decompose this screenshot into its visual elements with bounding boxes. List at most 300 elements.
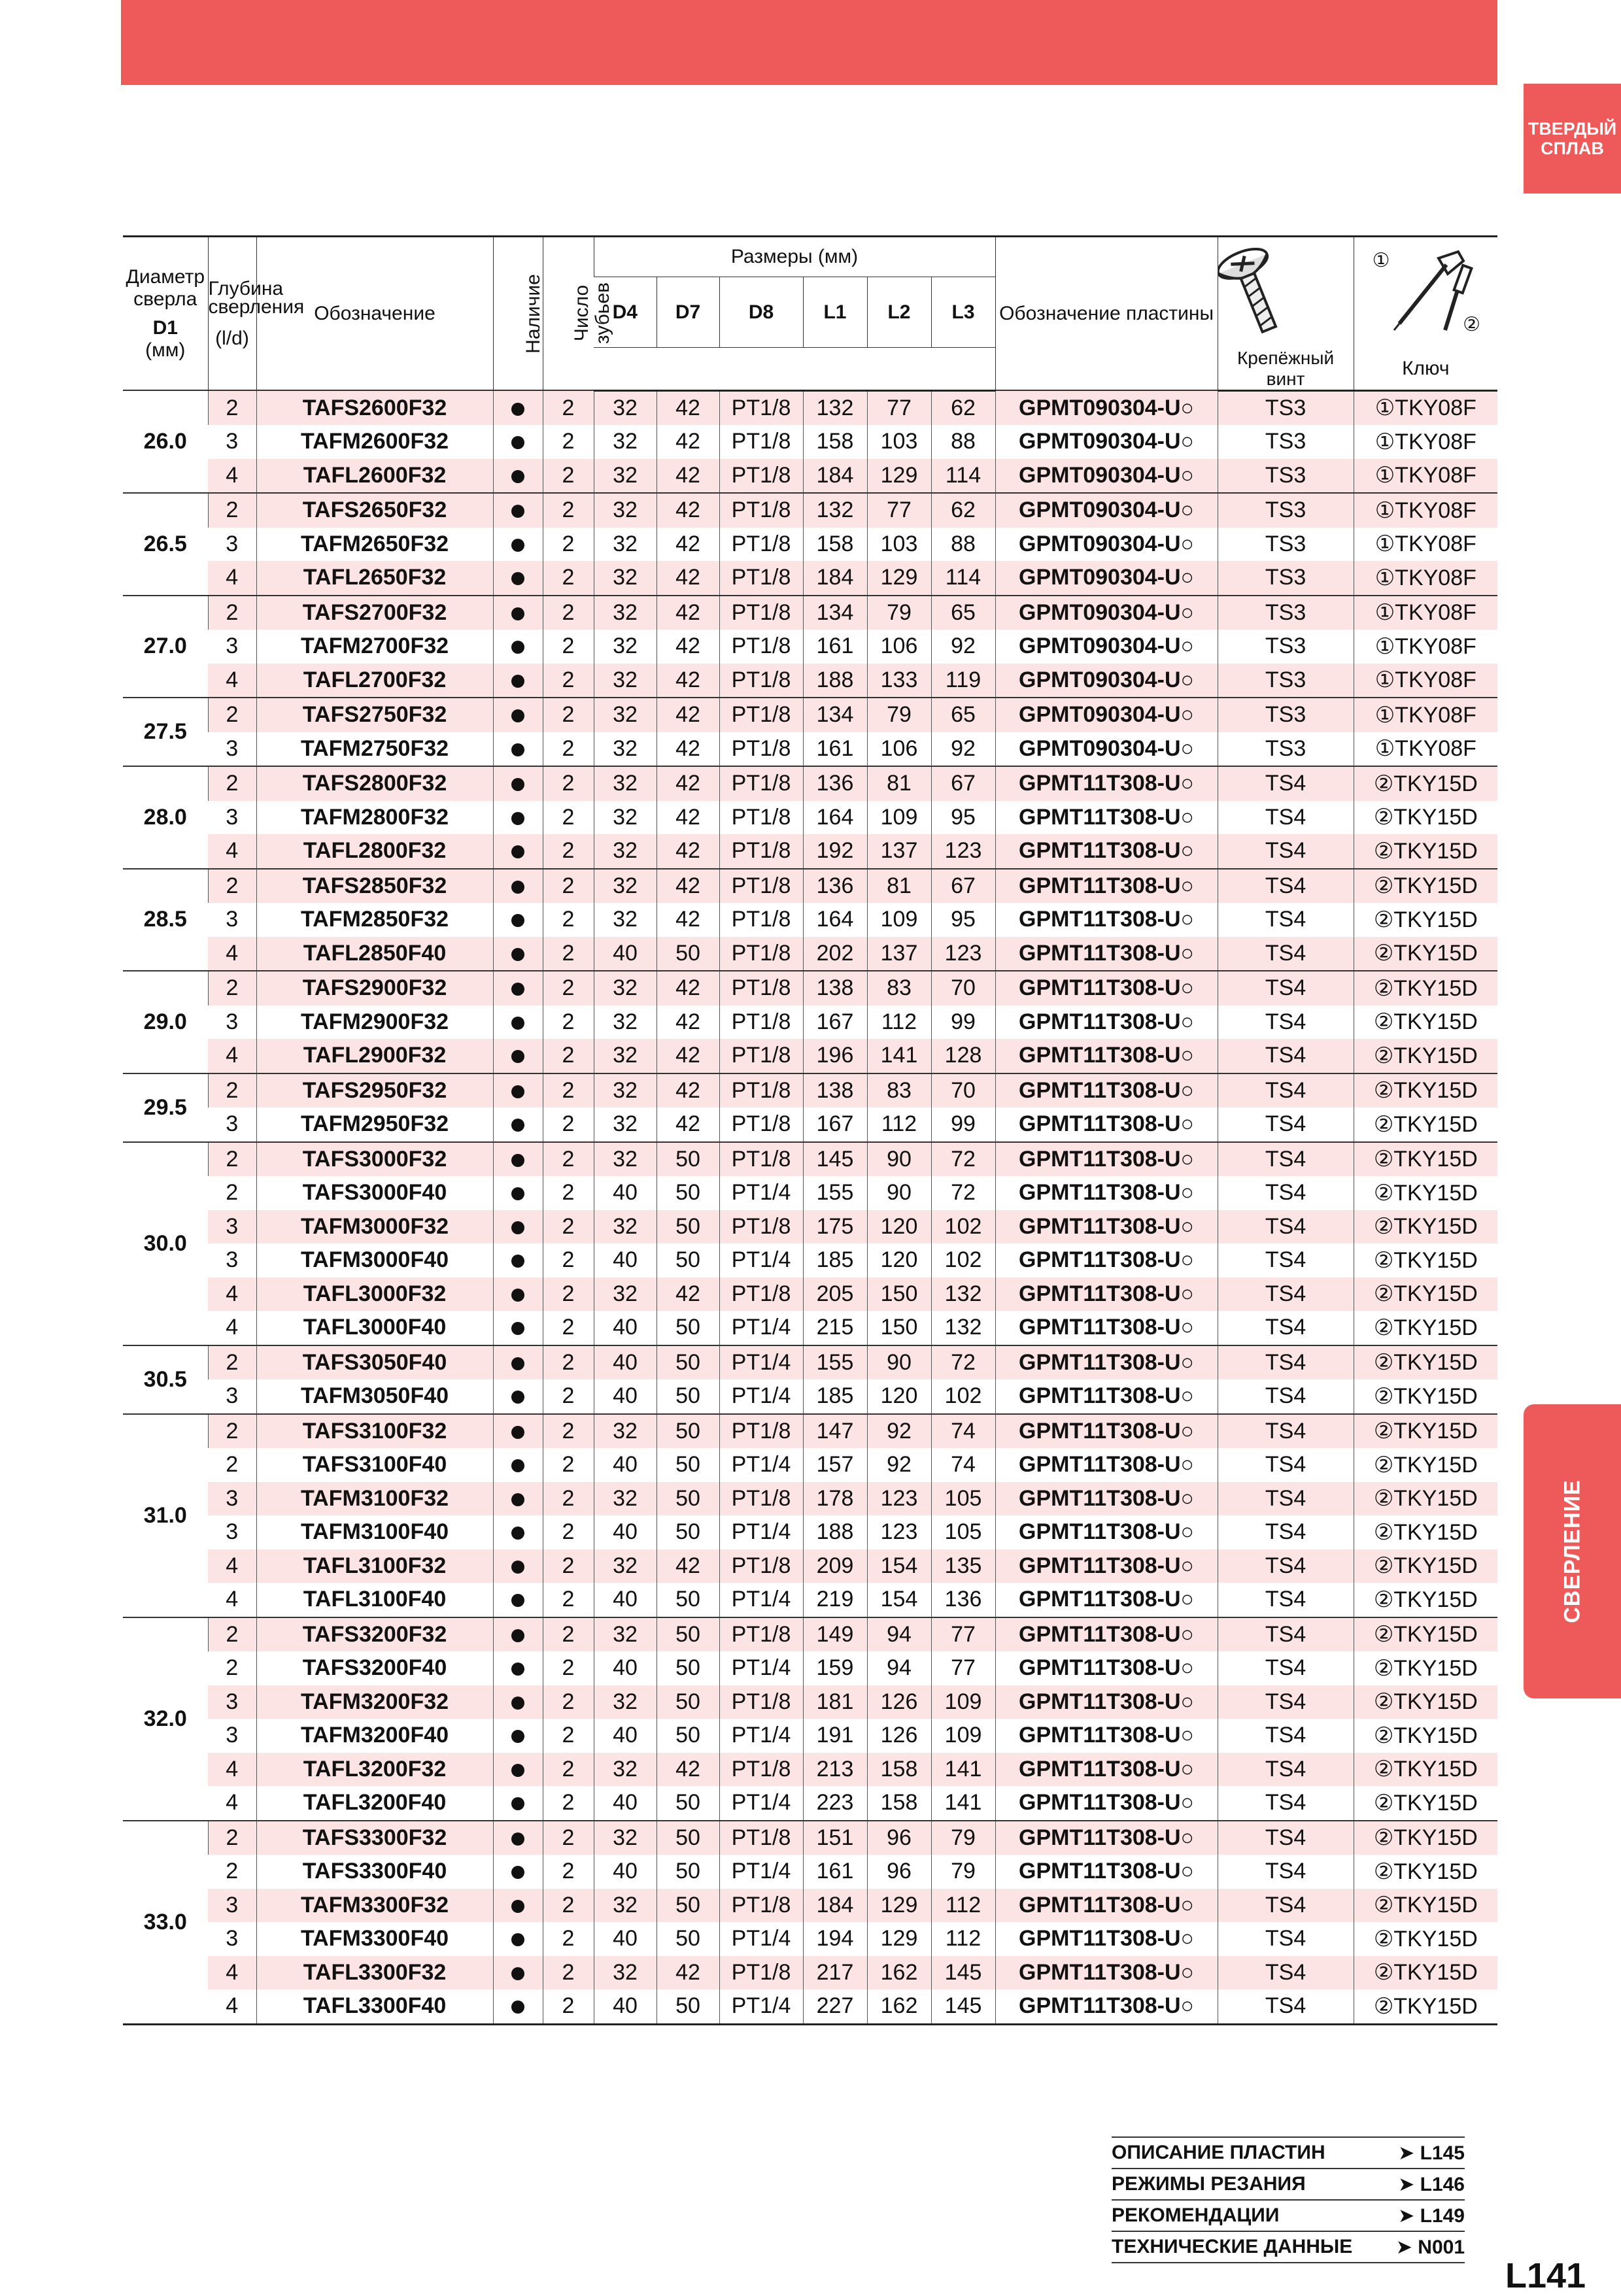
cell-num: 42 [657, 1549, 719, 1583]
cell-key: ②TKY15D [1354, 766, 1497, 801]
cell-thread: PT1/4 [719, 1855, 803, 1889]
cell-num: 50 [657, 1855, 719, 1889]
cell-depth: 4 [208, 1277, 256, 1311]
section-tab-drilling[interactable] [1524, 1404, 1621, 1698]
cell-num: 72 [931, 1176, 995, 1210]
cell-thread: PT1/8 [719, 561, 803, 596]
cell-code: TAFM2750F32 [256, 732, 493, 767]
ref-link-cutting-modes[interactable]: РЕЖИМЫ РЕЗАНИЯ ➤ L146 [1112, 2169, 1465, 2201]
cell-num: 79 [931, 1821, 995, 1855]
cell-code: TAFL2700F32 [256, 664, 493, 698]
cell-key: ②TKY15D [1354, 1685, 1497, 1719]
cell-depth: 4 [208, 1549, 256, 1583]
cell-num: 194 [803, 1922, 867, 1956]
cell-code: TAFS3200F32 [256, 1617, 493, 1652]
cell-code: TAFL3200F32 [256, 1753, 493, 1787]
spec-table-body [123, 390, 1497, 2024]
cell-code: TAFL3300F40 [256, 1989, 493, 2024]
cell-num: 132 [931, 1277, 995, 1311]
cell-thread: PT1/8 [719, 903, 803, 937]
cell-code: TAFL2600F32 [256, 459, 493, 494]
cell-screw: TS4 [1218, 1277, 1354, 1311]
cell-key: ①TKY08F [1354, 425, 1497, 459]
cell-flutes: 2 [543, 1719, 594, 1753]
cell-num: 90 [867, 1142, 931, 1177]
cell-screw: TS4 [1218, 1039, 1354, 1073]
filled-dot-icon [511, 403, 524, 416]
table-row [123, 1414, 1497, 1449]
cell-num: 123 [931, 834, 995, 869]
table-row [123, 1277, 1497, 1311]
cell-key: ②TKY15D [1354, 1142, 1497, 1177]
stock-cell [493, 1786, 543, 1821]
cell-insert: GPMT11T308-U○ [995, 1414, 1218, 1449]
key-mark-1: ① [1372, 250, 1390, 271]
cell-num: 32 [594, 561, 657, 596]
drill-diameter: 27.5 [123, 698, 208, 766]
cell-screw: TS4 [1218, 1549, 1354, 1583]
cell-num: 120 [867, 1243, 931, 1277]
cell-num: 32 [594, 1073, 657, 1108]
cell-screw: TS3 [1218, 425, 1354, 459]
cell-insert: GPMT11T308-U○ [995, 766, 1218, 801]
cell-flutes: 2 [543, 1176, 594, 1210]
cell-num: 223 [803, 1786, 867, 1821]
cell-num: 155 [803, 1345, 867, 1380]
cell-flutes: 2 [543, 732, 594, 767]
cell-num: 155 [803, 1176, 867, 1210]
cell-num: 50 [657, 1210, 719, 1244]
cell-code: TAFM2700F32 [256, 630, 493, 664]
ref-link-technical-data[interactable]: ТЕХНИЧЕСКИЕ ДАННЫЕ ➤ N001 [1112, 2232, 1465, 2263]
cell-num: 32 [594, 1821, 657, 1855]
cell-num: 32 [594, 1482, 657, 1516]
cell-num: 135 [931, 1549, 995, 1583]
stock-cell [493, 1277, 543, 1311]
cell-depth: 3 [226, 1009, 239, 1034]
cell-screw: TS4 [1218, 1617, 1354, 1652]
cell-num: 161 [803, 732, 867, 767]
cell-num: 191 [803, 1719, 867, 1753]
cell-insert: GPMT090304-U○ [995, 561, 1218, 596]
cell-depth: 2 [208, 596, 256, 630]
filled-dot-icon [511, 1797, 524, 1810]
cell-thread: PT1/8 [719, 664, 803, 698]
cell-depth: 2 [208, 390, 256, 425]
cell-insert: GPMT11T308-U○ [995, 1549, 1218, 1583]
cell-insert: GPMT11T308-U○ [995, 1583, 1218, 1617]
stock-cell [493, 1922, 543, 1956]
cell-depth: 2 [208, 1414, 256, 1449]
cell-thread: PT1/4 [719, 1176, 803, 1210]
cell-code: TAFM2850F32 [256, 903, 493, 937]
cell-flutes: 2 [543, 698, 594, 732]
cell-num: 40 [594, 1311, 657, 1345]
cell-num: 217 [803, 1956, 867, 1990]
filled-dot-icon [511, 743, 524, 756]
cell-code: TAFS3200F40 [256, 1651, 493, 1685]
cell-screw: TS4 [1218, 766, 1354, 801]
cell-num: 126 [867, 1685, 931, 1719]
cell-key: ①TKY08F [1354, 698, 1497, 732]
filled-dot-icon [511, 1085, 524, 1098]
cell-depth: 3 [226, 1926, 239, 1951]
section-tab-drilling-label: СВЕРЛЕНИЕ [1560, 1479, 1584, 1623]
ref-link-recommendations[interactable]: РЕКОМЕНДАЦИИ ➤ L149 [1112, 2201, 1465, 2232]
cell-num: 92 [867, 1448, 931, 1482]
cell-depth: 4 [208, 664, 256, 698]
cell-num: 42 [657, 869, 719, 903]
filled-dot-icon [511, 983, 524, 996]
cell-depth: 4 [208, 1753, 256, 1787]
cell-num: 141 [931, 1786, 995, 1821]
table-row [123, 1107, 1497, 1142]
cell-num: 42 [657, 1277, 719, 1311]
cell-flutes: 2 [543, 1243, 594, 1277]
cell-screw: TS4 [1218, 971, 1354, 1005]
cell-thread: PT1/8 [719, 1482, 803, 1516]
cell-key: ①TKY08F [1354, 459, 1497, 494]
drill-diameter: 28.0 [123, 766, 208, 869]
cell-num: 42 [657, 630, 719, 664]
cell-depth: 2 [208, 1821, 256, 1855]
drill-diameter: 32.0 [123, 1617, 208, 1821]
table-row [123, 766, 1497, 801]
cell-thread: PT1/8 [719, 528, 803, 562]
col-header-d4: D4 [594, 277, 657, 348]
cell-num: 159 [803, 1651, 867, 1685]
cell-depth: 2 [208, 1142, 256, 1177]
cell-num: 42 [657, 1956, 719, 1990]
cell-num: 40 [594, 1448, 657, 1482]
cell-insert: GPMT11T308-U○ [995, 1821, 1218, 1855]
stock-cell [493, 561, 543, 596]
col-header-d7: D7 [657, 277, 719, 348]
table-row [123, 971, 1497, 1005]
cell-num: 67 [931, 766, 995, 801]
cell-num: 133 [867, 664, 931, 698]
cell-flutes: 2 [543, 493, 594, 528]
cell-num: 149 [803, 1617, 867, 1652]
cell-num: 109 [867, 903, 931, 937]
stock-cell [493, 425, 543, 459]
cell-insert: GPMT11T308-U○ [995, 1176, 1218, 1210]
cell-code: TAFM3000F32 [256, 1210, 493, 1244]
cell-num: 154 [867, 1549, 931, 1583]
cell-num: 40 [594, 1243, 657, 1277]
cell-num: 90 [867, 1345, 931, 1380]
cell-code: TAFL3100F40 [256, 1583, 493, 1617]
filled-dot-icon [511, 572, 524, 585]
cell-num: 42 [657, 1005, 719, 1039]
cell-key: ②TKY15D [1354, 903, 1497, 937]
stock-cell [493, 1345, 543, 1380]
cell-num: 50 [657, 1379, 719, 1414]
filled-dot-icon [511, 1017, 524, 1030]
cell-key: ②TKY15D [1354, 1549, 1497, 1583]
cell-num: 96 [867, 1855, 931, 1889]
cell-num: 164 [803, 903, 867, 937]
cell-thread: PT1/8 [719, 1039, 803, 1073]
cell-flutes: 2 [543, 1210, 594, 1244]
cell-num: 32 [594, 698, 657, 732]
filled-dot-icon [511, 1967, 524, 1980]
stock-cell [493, 493, 543, 528]
cell-insert: GPMT11T308-U○ [995, 1989, 1218, 2024]
filled-dot-icon [511, 1391, 524, 1404]
cell-screw: TS4 [1218, 1719, 1354, 1753]
table-row [123, 1651, 1497, 1685]
col-header-screw: Крепёжный винт [1218, 348, 1354, 391]
cell-screw: TS4 [1218, 1922, 1354, 1956]
drill-diameter: 29.5 [123, 1073, 208, 1142]
cell-thread: PT1/8 [719, 1685, 803, 1719]
cell-num: 32 [594, 1277, 657, 1311]
cell-depth: 2 [226, 1452, 239, 1477]
screw-icon-cell [1218, 237, 1354, 348]
cell-num: 32 [594, 1617, 657, 1652]
cell-flutes: 2 [543, 425, 594, 459]
stock-cell [493, 1685, 543, 1719]
cell-code: TAFL2850F40 [256, 937, 493, 971]
cell-insert: GPMT11T308-U○ [995, 869, 1218, 903]
cell-key: ①TKY08F [1354, 732, 1497, 767]
cell-num: 62 [931, 390, 995, 425]
cell-insert: GPMT11T308-U○ [995, 1243, 1218, 1277]
table-row [123, 1243, 1497, 1277]
table-row [123, 903, 1497, 937]
table-row [123, 937, 1497, 971]
cell-num: 50 [657, 1482, 719, 1516]
col-header-depth: Глубина сверления (l/d) [208, 237, 256, 391]
cell-thread: PT1/4 [719, 1379, 803, 1414]
cell-thread: PT1/4 [719, 1515, 803, 1549]
table-row [123, 1855, 1497, 1889]
stock-cell [493, 1583, 543, 1617]
col-header-l3: L3 [931, 277, 995, 348]
cell-num: 77 [931, 1617, 995, 1652]
cell-num: 50 [657, 1142, 719, 1177]
drill-diameter: 33.0 [123, 1821, 208, 2025]
cell-num: 42 [657, 834, 719, 869]
arrow-right-icon: ➤ [1398, 2142, 1415, 2164]
cell-num: 161 [803, 1855, 867, 1889]
cell-insert: GPMT11T308-U○ [995, 1277, 1218, 1311]
cell-num: 40 [594, 1176, 657, 1210]
stock-cell [493, 1005, 543, 1039]
cell-depth: 3 [226, 1383, 239, 1409]
filled-dot-icon [511, 1697, 524, 1710]
cell-insert: GPMT090304-U○ [995, 459, 1218, 494]
cell-num: 42 [657, 1073, 719, 1108]
drill-diameter: 26.0 [123, 390, 208, 493]
cell-code: TAFS2700F32 [256, 596, 493, 630]
cell-screw: TS4 [1218, 1414, 1354, 1449]
cell-num: 213 [803, 1753, 867, 1787]
col-header-l2: L2 [867, 277, 931, 348]
cell-num: 102 [931, 1210, 995, 1244]
cell-screw: TS3 [1218, 596, 1354, 630]
section-tab-line2: СПЛАВ [1541, 139, 1604, 158]
cell-num: 74 [931, 1414, 995, 1449]
filled-dot-icon [511, 675, 524, 688]
table-row [123, 1176, 1497, 1210]
cell-num: 72 [931, 1345, 995, 1380]
cell-depth: 3 [226, 735, 239, 761]
cell-thread: PT1/4 [719, 1786, 803, 1821]
cell-code: TAFS3050F40 [256, 1345, 493, 1380]
cell-insert: GPMT11T308-U○ [995, 1855, 1218, 1889]
cell-insert: GPMT11T308-U○ [995, 1039, 1218, 1073]
filled-dot-icon [511, 1933, 524, 1946]
cell-key: ②TKY15D [1354, 1039, 1497, 1073]
cell-screw: TS3 [1218, 630, 1354, 664]
cell-code: TAFM3300F40 [256, 1922, 493, 1956]
stock-cell [493, 459, 543, 494]
stock-cell [493, 766, 543, 801]
cell-num: 175 [803, 1210, 867, 1244]
cell-depth: 3 [226, 907, 239, 932]
cell-code: TAFM3100F40 [256, 1515, 493, 1549]
cell-num: 40 [594, 1922, 657, 1956]
table-row [123, 1073, 1497, 1108]
cell-key: ①TKY08F [1354, 561, 1497, 596]
cell-num: 42 [657, 1039, 719, 1073]
cell-code: TAFL2650F32 [256, 561, 493, 596]
section-tab-carbide[interactable] [1524, 84, 1621, 194]
filled-dot-icon [511, 1866, 524, 1879]
cell-num: 99 [931, 1005, 995, 1039]
table-row [123, 801, 1497, 835]
stock-cell [493, 1515, 543, 1549]
arrow-right-icon: ➤ [1398, 2204, 1415, 2227]
filled-dot-icon [511, 1426, 524, 1439]
cell-num: 119 [931, 664, 995, 698]
cell-num: 158 [803, 425, 867, 459]
table-row [123, 630, 1497, 664]
cell-num: 196 [803, 1039, 867, 1073]
cell-num: 90 [867, 1176, 931, 1210]
cell-num: 42 [657, 664, 719, 698]
cell-num: 103 [867, 528, 931, 562]
cell-code: TAFL3300F32 [256, 1956, 493, 1990]
cell-depth: 4 [208, 459, 256, 494]
ref-link-inserts[interactable]: ОПИСАНИЕ ПЛАСТИН ➤ L145 [1112, 2136, 1465, 2169]
cell-code: TAFL3000F32 [256, 1277, 493, 1311]
cell-num: 42 [657, 766, 719, 801]
cell-num: 83 [867, 1073, 931, 1108]
cell-code: TAFS2800F32 [256, 766, 493, 801]
cell-key: ②TKY15D [1354, 971, 1497, 1005]
cell-num: 50 [657, 1821, 719, 1855]
cell-num: 99 [931, 1107, 995, 1142]
cell-insert: GPMT11T308-U○ [995, 1073, 1218, 1108]
cell-num: 138 [803, 971, 867, 1005]
cell-num: 164 [803, 801, 867, 835]
cell-code: TAFL3000F40 [256, 1311, 493, 1345]
cell-flutes: 2 [543, 1039, 594, 1073]
cell-num: 145 [803, 1142, 867, 1177]
cell-thread: PT1/8 [719, 766, 803, 801]
cell-insert: GPMT090304-U○ [995, 425, 1218, 459]
cell-depth: 4 [226, 1315, 239, 1340]
cell-flutes: 2 [543, 1379, 594, 1414]
cell-num: 112 [867, 1005, 931, 1039]
cell-num: 123 [867, 1515, 931, 1549]
cell-num: 181 [803, 1685, 867, 1719]
cell-screw: TS4 [1218, 1685, 1354, 1719]
spec-table [123, 235, 1497, 2025]
cell-insert: GPMT11T308-U○ [995, 1617, 1218, 1652]
cell-num: 40 [594, 1855, 657, 1889]
cell-thread: PT1/8 [719, 834, 803, 869]
cell-key: ①TKY08F [1354, 390, 1497, 425]
cell-key: ②TKY15D [1354, 801, 1497, 835]
cell-num: 72 [931, 1142, 995, 1177]
cell-num: 42 [657, 801, 719, 835]
cell-screw: TS4 [1218, 1107, 1354, 1142]
cell-depth: 4 [226, 1587, 239, 1612]
cell-num: 65 [931, 698, 995, 732]
cell-thread: PT1/8 [719, 732, 803, 767]
cell-num: 185 [803, 1379, 867, 1414]
cell-thread: PT1/8 [719, 1073, 803, 1108]
cell-depth: 2 [208, 1073, 256, 1108]
cell-num: 67 [931, 869, 995, 903]
table-row [123, 528, 1497, 562]
cell-code: TAFS2650F32 [256, 493, 493, 528]
cell-key: ②TKY15D [1354, 1786, 1497, 1821]
col-header-diameter: Диаметр сверла D1 (мм) [123, 237, 208, 391]
filled-dot-icon [511, 1322, 524, 1335]
cell-num: 145 [931, 1956, 995, 1990]
table-row [123, 1482, 1497, 1516]
table-row [123, 1956, 1497, 1990]
cell-depth: 3 [226, 1519, 239, 1545]
cell-insert: GPMT11T308-U○ [995, 1210, 1218, 1244]
screw-icon [1218, 243, 1290, 341]
cell-num: 42 [657, 425, 719, 459]
cell-screw: TS3 [1218, 561, 1354, 596]
cell-screw: TS4 [1218, 1821, 1354, 1855]
cell-insert: GPMT090304-U○ [995, 596, 1218, 630]
cell-thread: PT1/8 [719, 1753, 803, 1787]
stock-cell [493, 1210, 543, 1244]
filled-dot-icon [511, 1527, 524, 1540]
cell-num: 184 [803, 459, 867, 494]
cell-depth: 3 [226, 1247, 239, 1273]
table-row [123, 1583, 1497, 1617]
cell-num: 105 [931, 1482, 995, 1516]
cell-depth: 4 [208, 1989, 256, 2024]
cell-key: ②TKY15D [1354, 1989, 1497, 2024]
cell-thread: PT1/8 [719, 1821, 803, 1855]
cell-insert: GPMT090304-U○ [995, 732, 1218, 767]
table-row [123, 1786, 1497, 1821]
cell-num: 185 [803, 1243, 867, 1277]
table-row [123, 1989, 1497, 2024]
stock-cell [493, 1379, 543, 1414]
cell-code: TAFM3200F32 [256, 1685, 493, 1719]
cell-thread: PT1/8 [719, 1142, 803, 1177]
filled-dot-icon [511, 812, 524, 825]
filled-dot-icon [511, 1832, 524, 1846]
col-header-dimensions: Размеры (мм) [594, 237, 995, 277]
filled-dot-icon [511, 1663, 524, 1676]
cell-thread: PT1/4 [719, 1922, 803, 1956]
cell-num: 92 [931, 630, 995, 664]
cell-flutes: 2 [543, 937, 594, 971]
